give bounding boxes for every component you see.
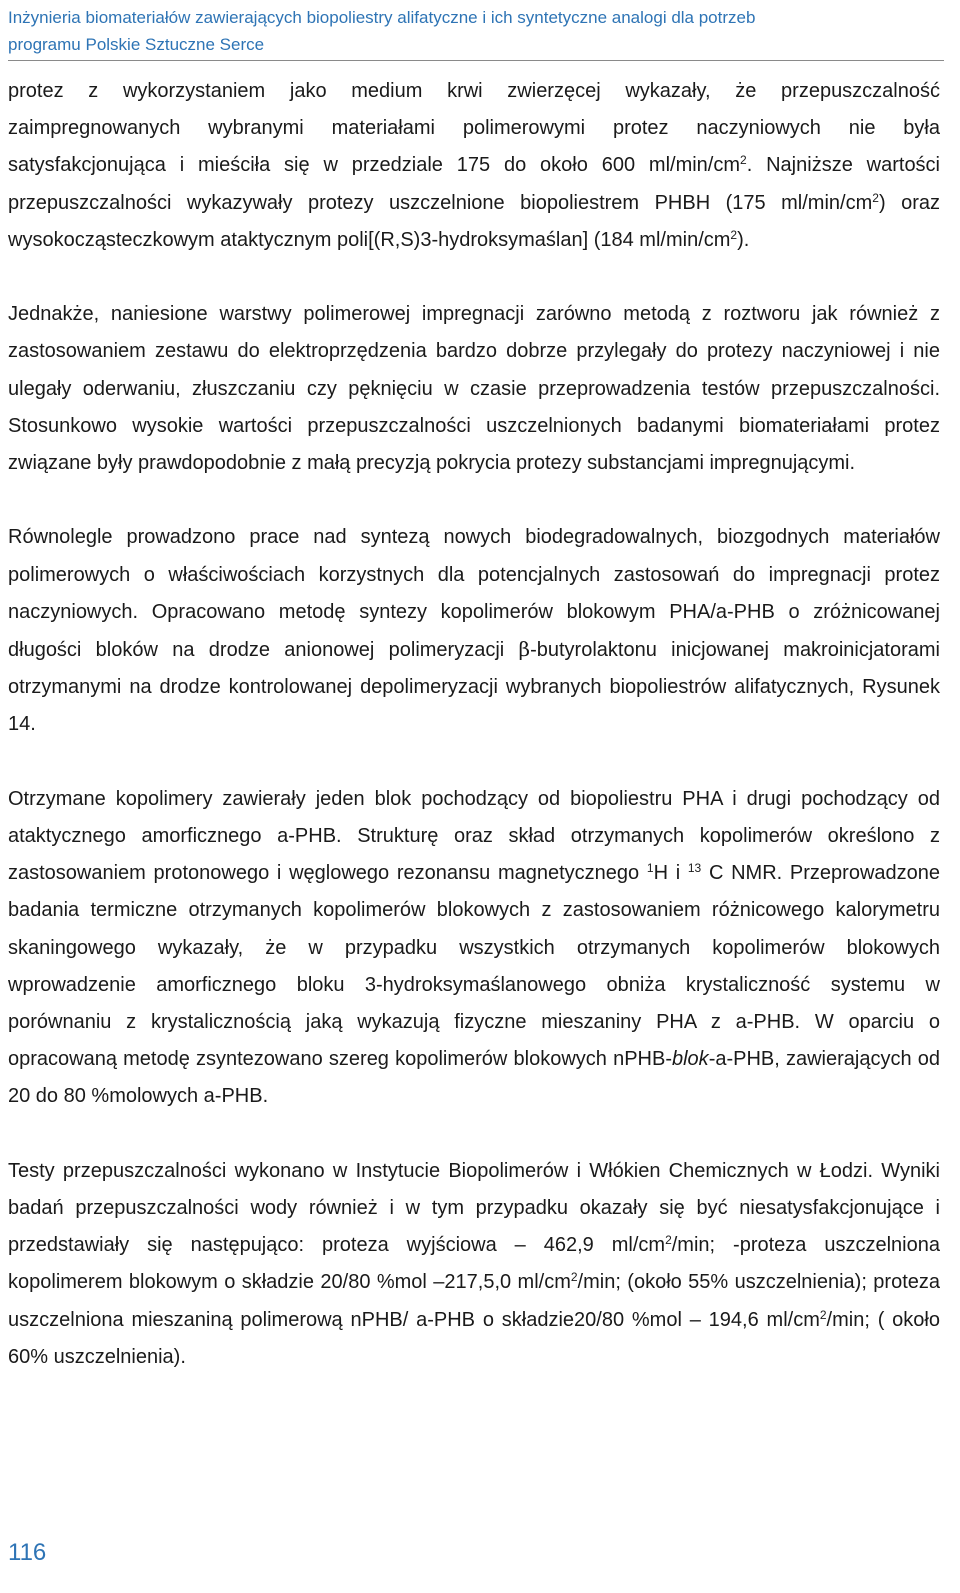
paragraph-1-text-1: protez z wykorzystaniem jako medium krwi zwierzęcej wykazały, że przepuszczalność zaimpregnowanych wybranymi materiałami polimerowymi protez naczyniowych nie była satysfakcjonująca i mieściła się w przedziale 175 do około 600 ml/min/cm	[8, 80, 940, 177]
paragraph-4	[8, 781, 940, 1116]
paragraph-3-text-2: -butyrolaktonu inicjowanej makroinicjatorami otrzymanymi na drodze kontrolowanej depolimeryzacji wybranych biopoliestrów alifatycznych, Rysunek 14.	[8, 639, 940, 736]
paragraph-5-text-4: /min; ( około 60% uszczelnienia).	[8, 1308, 940, 1368]
paragraph-3-text-1: Równolegle prowadzono prace nad syntezą nowych biodegradowalnych, biozgodnych materiałów polimerowych o właściwościach korzystnych dla potencjalnych zastosowań do impregnacji protez naczyniowych. Opracowano metodę syntezy kopolimerów blokowym PHA/a-PHB o zróżnicowanej długości bloków na drodze anionowej polimeryzacji	[8, 526, 940, 662]
running-header	[8, 4, 948, 58]
paragraph-3	[8, 519, 940, 743]
paragraph-5-text-1: Testy przepuszczalności wykonano w Instytucie Biopolimerów i Włókien Chemicznych w Łodzi. Wyniki badań przepuszczalności wody również i w tym przypadku okazały się być niesatysfakcjonujące i przedstawiały się następująco: proteza wyjściowa – 462,9 ml/cm	[8, 1159, 940, 1257]
paragraph-5-superscript-2: 2	[570, 1270, 578, 1285]
paragraph-4-text-2: H i	[653, 862, 688, 885]
paragraph-1-superscript-2: 2	[872, 190, 879, 205]
paragraph-1-superscript-1: 2	[740, 153, 747, 168]
paragraph-1-text-3: ) oraz wysokocząsteczkowym ataktycznym poli[(R,S)3-hydroksymaślan] (184 ml/min/cm	[8, 191, 940, 251]
beta-symbol: β	[518, 637, 531, 662]
paragraph-5	[8, 1153, 940, 1376]
page-number: 116	[8, 1539, 47, 1566]
header-divider	[8, 60, 944, 61]
paragraph-4-superscript-1: 1	[646, 861, 654, 876]
paragraph-1-superscript-3: 2	[730, 227, 738, 242]
paragraph-1-text-4: ).	[737, 228, 750, 251]
paragraph-5-text-3: /min; (około 55% uszczelnienia); proteza uszczelniona mieszaniną polimerową nPHB/ a-PHB o składzie20/80 %mol – 194,6 ml/cm	[8, 1271, 941, 1331]
paragraph-2: Jednakże, naniesione warstwy polimerowej impregnacji zarówno metodą z roztworu jak również z zastosowaniem zestawu do elektroprzędzenia bardzo dobrze przylegały do protezy naczyniowej i nie ulegały oderwaniu, złuszczaniu czy pęknięciu w czasie przeprowadzenia testów przepuszczalności. Stosunkowo wysokie wartości przepuszczalności uszczelnionych badanymi biomateriałami protez związane były prawdopodobnie z małą precyzją pokrycia protezy substancjami impregnującymi.	[8, 303, 940, 475]
paragraph-5-superscript-1: 2	[665, 1233, 672, 1248]
paragraph-5-superscript-3: 2	[819, 1307, 827, 1322]
paragraph-4-text-3: C NMR. Przeprowadzone badania termiczne otrzymanych kopolimerów blokowych z zastosowaniem różnicowego kalorymetru skaningowego wykazały, że w przypadku wszystkich otrzymanych kopolimerów blokowych wprowadzenie amorficznego bloku 3-hydroksymaślanowego obniża krystaliczność systemu w porównaniu z krystalicznością jaką wykazują fizyczne mieszaniny PHA z a-PHB. W oparciu o opracowaną metodę zsyntezowano szereg kopolimerów blokowych nPHB-	[8, 862, 941, 1071]
paragraph-1	[8, 73, 940, 259]
paragraph-1-text-2: . Najniższe wartości przepuszczalności wykazywały protezy uszczelnione biopoliestrem PHBH (175 ml/min/cm	[8, 154, 941, 214]
paragraph-4-text-4: -a-PHB, zawierających od 20 do 80 %molowych a-PHB.	[8, 1048, 940, 1108]
running-header-line-1: Inżynieria biomateriałów zawierających biopoliestry alifatyczne i ich syntetyczne analogi dla potrzeb	[8, 8, 756, 27]
document-body	[8, 73, 940, 1376]
paragraph-5-text-2: /min; -proteza uszczelniona kopolimerem blokowym o składzie 20/80 %mol –217,5,0 ml/cm	[8, 1234, 940, 1294]
paragraph-4-superscript-2: 13	[687, 861, 702, 876]
paragraph-4-italic-term: blok	[671, 1048, 709, 1071]
paragraph-4-text-1: Otrzymane kopolimery zawierały jeden blok pochodzący od biopoliestru PHA i drugi pochodzący od ataktycznego amorficznego a-PHB. Strukturę oraz skład otrzymanych kopolimerów określono z zastosowaniem protonowego i węglowego rezonansu magnetycznego	[8, 787, 940, 885]
running-header-line-2: programu Polskie Sztuczne Serce	[8, 35, 265, 54]
